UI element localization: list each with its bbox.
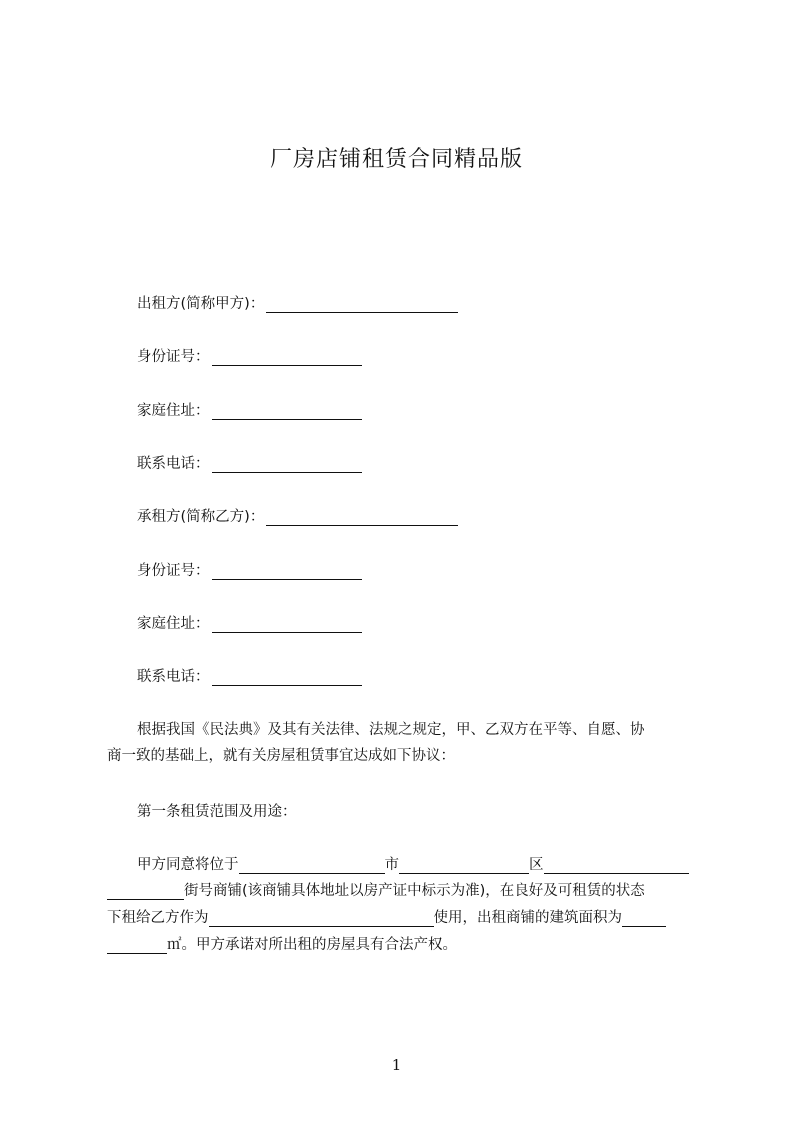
lessor-name-label: 出租方(简称甲方)：	[137, 296, 265, 312]
article-1-line-2	[107, 879, 645, 900]
lessee-id-label: 身份证号：	[137, 563, 210, 579]
lessor-address-field	[137, 399, 362, 420]
district-label: 区	[529, 857, 544, 873]
article-1-location-label: 甲方同意将位于	[137, 857, 239, 873]
lessor-address-label: 家庭住址：	[137, 403, 210, 419]
lessee-name-label: 承租方(简称乙方)：	[137, 509, 265, 525]
lessor-id-label: 身份证号：	[137, 349, 210, 365]
lessor-id-field	[137, 345, 362, 366]
street-blank	[544, 859, 689, 874]
page-number: 1	[391, 1056, 402, 1074]
preamble-line-2: 商一致的基础上，就有关房屋租赁事宜达成如下协议：	[107, 748, 455, 764]
article-1-area-label: 使用，出租商铺的建筑面积为	[433, 910, 622, 926]
lessee-name-blank	[266, 511, 458, 526]
lessor-name-field	[137, 292, 458, 313]
preamble-line-1: 根据我国《民法典》及其有关法律、法规之规定，甲、乙双方在平等、自愿、协	[137, 722, 645, 738]
lessee-address-label: 家庭住址：	[137, 616, 210, 632]
article-1-heading: 第一条租赁范围及用途：	[137, 804, 297, 820]
area-blank-start	[622, 912, 666, 927]
lessee-id-blank	[212, 565, 362, 580]
article-1-line-3	[107, 906, 666, 927]
lessee-address-field	[137, 612, 362, 633]
lessee-phone-field	[137, 665, 362, 686]
area-blank	[107, 939, 167, 954]
lessor-address-blank	[212, 405, 362, 420]
street-number-blank	[107, 885, 184, 900]
article-1-line-4-text: ㎡。甲方承诺对所出租的房屋具有合法产权。	[167, 937, 457, 953]
article-1-line-1	[137, 853, 689, 874]
city-blank	[239, 859, 385, 874]
lessee-phone-label: 联系电话：	[137, 669, 210, 685]
city-label: 市	[384, 857, 399, 873]
lessor-id-blank	[212, 351, 362, 366]
lessee-name-field	[137, 505, 458, 526]
lessee-address-blank	[212, 618, 362, 633]
article-1-line-2-text: 街号商铺(该商铺具体地址以房产证中标示为准)，在良好及可租赁的状态	[184, 883, 645, 899]
district-blank	[399, 859, 529, 874]
lessor-phone-label: 联系电话：	[137, 456, 210, 472]
article-1-usage-label: 下租给乙方作为	[107, 910, 209, 926]
lessee-phone-blank	[212, 671, 362, 686]
lessor-phone-blank	[212, 458, 362, 473]
lessor-phone-field	[137, 452, 362, 473]
lessee-id-field	[137, 559, 362, 580]
document-title: 厂房店铺租赁合同精品版	[269, 147, 523, 172]
usage-blank	[209, 912, 434, 927]
article-1-line-4	[107, 933, 457, 954]
lessor-name-blank	[266, 298, 458, 313]
